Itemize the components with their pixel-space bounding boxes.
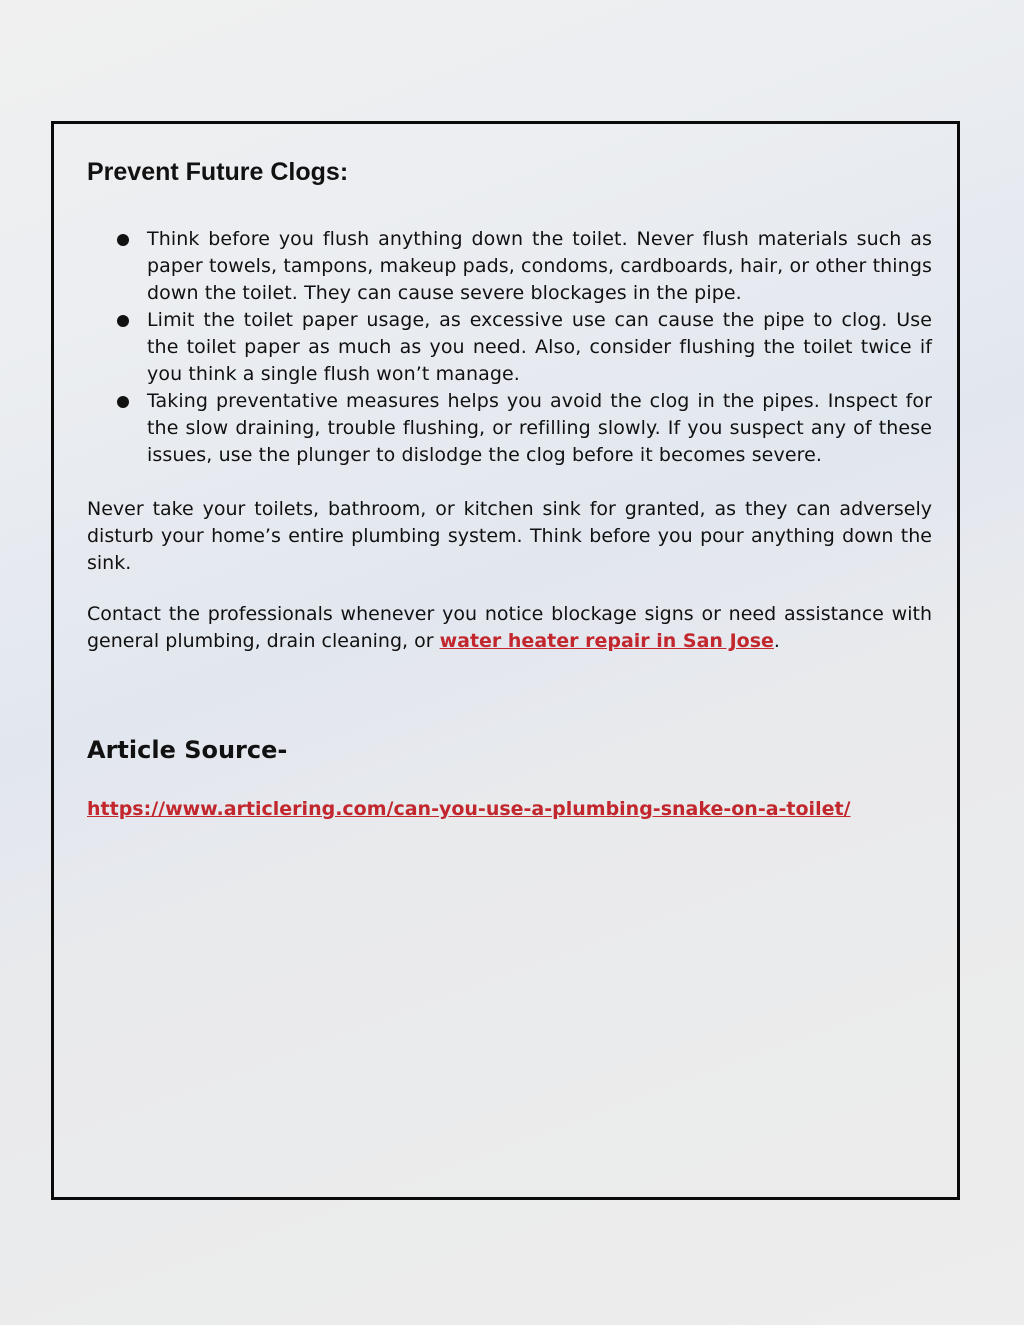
tip-text: Think before you flush anything down the toilet. Never flush materials such as paper towels, tampons, makeup pads, condoms, cardboards, hair, or other things down the toilet. They can cause severe blockages in the pipe. [147, 228, 932, 304]
paragraph-contact [87, 601, 932, 655]
article-source-link[interactable]: https://www.articlering.com/can-you-use-a-plumbing-snake-on-a-toilet/ [87, 798, 851, 820]
water-heater-link[interactable]: water heater repair in San Jose [439, 630, 774, 652]
tip-item [147, 226, 932, 307]
bullet-icon [117, 396, 129, 408]
document-frame [51, 121, 960, 1200]
article-source-heading: Article Source- [87, 736, 288, 764]
tip-item [147, 307, 932, 388]
contact-text-end: . [773, 630, 780, 652]
section-heading: Prevent Future Clogs: [87, 158, 349, 186]
bullet-icon [117, 315, 129, 327]
paragraph-sink-warning: Never take your toilets, bathroom, or kitchen sink for granted, as they can adversely disturb your home’s entire plumbing system. Think before you pour anything down the sink. [87, 498, 932, 574]
tip-item [147, 388, 932, 469]
tips-list [147, 226, 932, 469]
bullet-icon [117, 234, 129, 246]
contact-text: Contact the professionals whenever you notice blockage signs or need assistance with general plumbing, drain cleaning, or [87, 603, 932, 652]
tip-text: Limit the toilet paper usage, as excessive use can cause the pipe to clog. Use the toilet paper as much as you need. Also, consider flushing the toilet twice if you think a single flush won’t manage. [147, 309, 932, 385]
tip-text: Taking preventative measures helps you avoid the clog in the pipes. Inspect for the slow draining, trouble flushing, or refilling slowly. If you suspect any of these issues, use the plunger to dislodge the clog before it becomes severe. [147, 390, 932, 466]
